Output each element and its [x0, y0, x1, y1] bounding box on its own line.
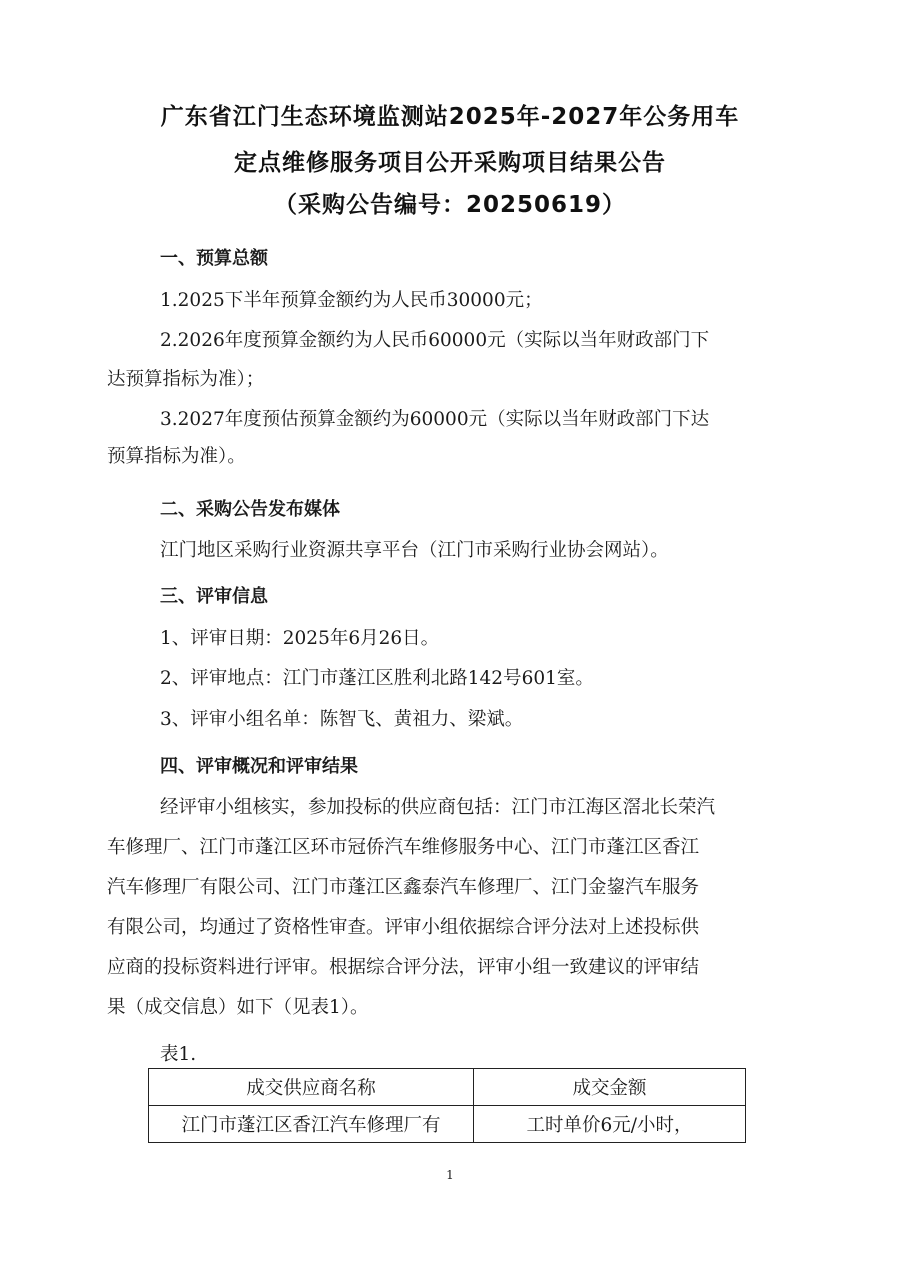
section2-heading: 二、采购公告发布媒体 [160, 499, 340, 520]
section4-heading: 四、评审概况和评审结果 [160, 756, 358, 777]
table-row [149, 1106, 746, 1143]
review-panel: 3、评审小组名单：陈智飞、黄祖力、梁斌。 [160, 709, 524, 730]
summary-line: 经评审小组核实，参加投标的供应商包括：江门市江海区滘北长荣汽 [160, 797, 716, 818]
header-supplier: 成交供应商名称 [149, 1069, 474, 1106]
media-text: 江门地区采购行业资源共享平台（江门市采购行业协会网站）。 [160, 540, 669, 561]
review-date: 1、评审日期：2025年6月26日。 [160, 628, 440, 649]
page-number: 1 [446, 1168, 454, 1182]
summary-line: 有限公司，均通过了资格性审查。评审小组依据综合评分法对上述投标供 [107, 917, 700, 938]
summary-line: 果（成交信息）如下（见表1）。 [107, 997, 369, 1018]
header-amount: 成交金额 [474, 1069, 746, 1106]
section1-heading: 一、预算总额 [160, 248, 268, 269]
summary-line: 汽车修理厂有限公司、江门市蓬江区鑫泰汽车修理厂、江门金鋆汽车服务 [107, 877, 700, 898]
section3-heading: 三、评审信息 [160, 586, 268, 607]
cell-amount: 工时单价6元/小时， [474, 1106, 746, 1143]
budget-item-2-cont: 达预算指标为准）； [107, 369, 265, 390]
budget-item-3-cont: 预算指标为准）。 [107, 446, 246, 467]
budget-item-1: 1.2025下半年预算金额约为人民币30000元； [160, 290, 543, 311]
table-header-row [149, 1069, 746, 1106]
summary-line: 应商的投标资料进行评审。根据综合评分法，评审小组一致建议的评审结 [107, 957, 700, 978]
title-line-2: 定点维修服务项目公开采购项目结果公告 [234, 150, 666, 176]
result-table [148, 1068, 746, 1143]
budget-item-3: 3.2027年度预估预算金额约为60000元（实际以当年财政部门下达 [160, 409, 710, 430]
review-location: 2、评审地点：江门市蓬江区胜利北路142号601室。 [160, 668, 594, 689]
title-line-1: 广东省江门生态环境监测站2025年-2027年公务用车 [160, 104, 740, 130]
summary-line: 车修理厂、江门市蓬江区环市冠侨汽车维修服务中心、江门市蓬江区香江 [107, 837, 700, 858]
table-caption: 表1. [160, 1044, 197, 1065]
budget-item-2: 2.2026年度预算金额约为人民币60000元（实际以当年财政部门下 [160, 330, 710, 351]
title-line-3: （采购公告编号：20250619） [273, 192, 627, 218]
cell-supplier: 江门市蓬江区香江汽车修理厂有 [149, 1106, 474, 1143]
